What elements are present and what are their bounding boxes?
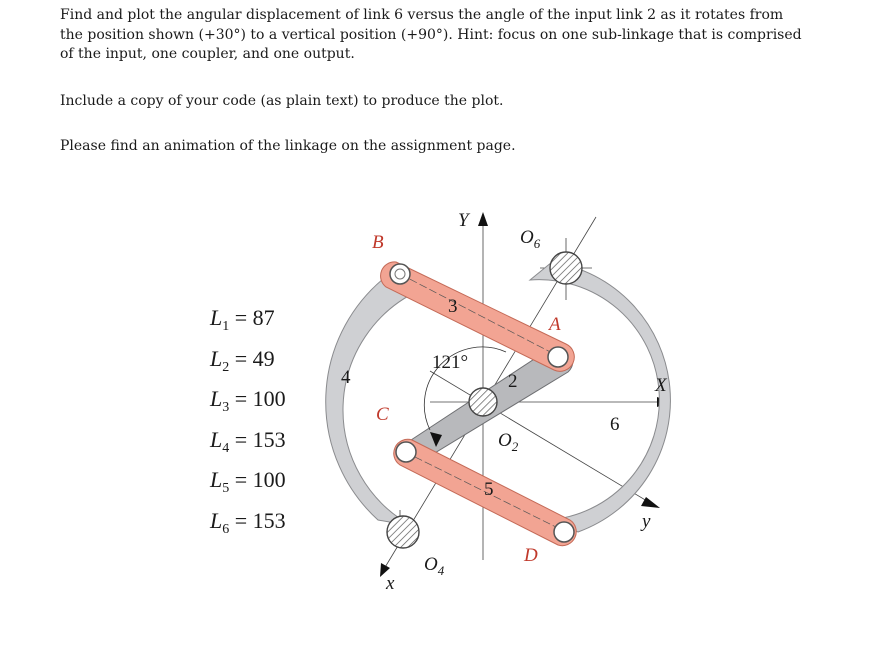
link-length-list	[210, 302, 286, 545]
link-length-row: $L_2 = 49$	[210, 345, 275, 375]
joint-c	[396, 442, 416, 462]
pivot-o6	[550, 252, 582, 284]
label-axis-y-lower: y	[642, 511, 651, 532]
linkage-diagram	[300, 200, 700, 600]
local-y-axis-arrow	[641, 497, 660, 508]
joint-b	[390, 264, 410, 284]
problem-statement: Find and plot the angular displacement of link 6 versus the angle of the input link 2 as it rotates from the position shown (+30°) to a vertical position (+90°). Hint: focus on one sub-linkage that is comprised of the input, one coupler, and one output.	[60, 7, 802, 62]
label-link-6: 6	[610, 414, 620, 435]
label-o2: $O_2$	[498, 430, 519, 454]
label-axis-x-upper: X	[655, 375, 667, 396]
link-6-rocker	[530, 262, 670, 532]
link-length-row: $L_4 = 153$	[210, 426, 286, 456]
label-axis-x-lower: x	[386, 573, 395, 594]
label-link-3: 3	[448, 296, 458, 317]
link-length-row: $L_5 = 100$	[210, 467, 286, 496]
animation-note: Please find an animation of the linkage on the assignment page.	[60, 138, 516, 154]
label-axis-y-upper: Y	[458, 210, 469, 231]
label-link-4: 4	[341, 367, 351, 388]
link-length-row: $L_1 = 87$	[210, 305, 275, 334]
y-axis-arrow	[478, 212, 488, 226]
joint-a	[548, 347, 568, 367]
label-point-a: A	[549, 314, 561, 335]
pivot-o4	[387, 516, 419, 548]
code-instruction: Include a copy of your code (as plain text) to produce the plot.	[60, 93, 504, 109]
label-link-2: 2	[508, 371, 518, 392]
label-point-c: C	[376, 404, 389, 425]
link-length-row: $L_3 = 100$	[210, 386, 286, 415]
label-link-5: 5	[484, 479, 494, 500]
link-length-row: $L_6 = 153$	[210, 507, 286, 537]
link-4-rocker	[326, 275, 420, 526]
pivot-o2	[469, 388, 497, 416]
label-angle: 121°	[432, 352, 469, 373]
joint-d	[554, 522, 574, 542]
label-o4: $O_4$	[424, 554, 445, 578]
label-point-d: D	[524, 545, 538, 566]
label-o6: $O_6$	[520, 227, 541, 251]
label-point-b: B	[372, 232, 384, 253]
